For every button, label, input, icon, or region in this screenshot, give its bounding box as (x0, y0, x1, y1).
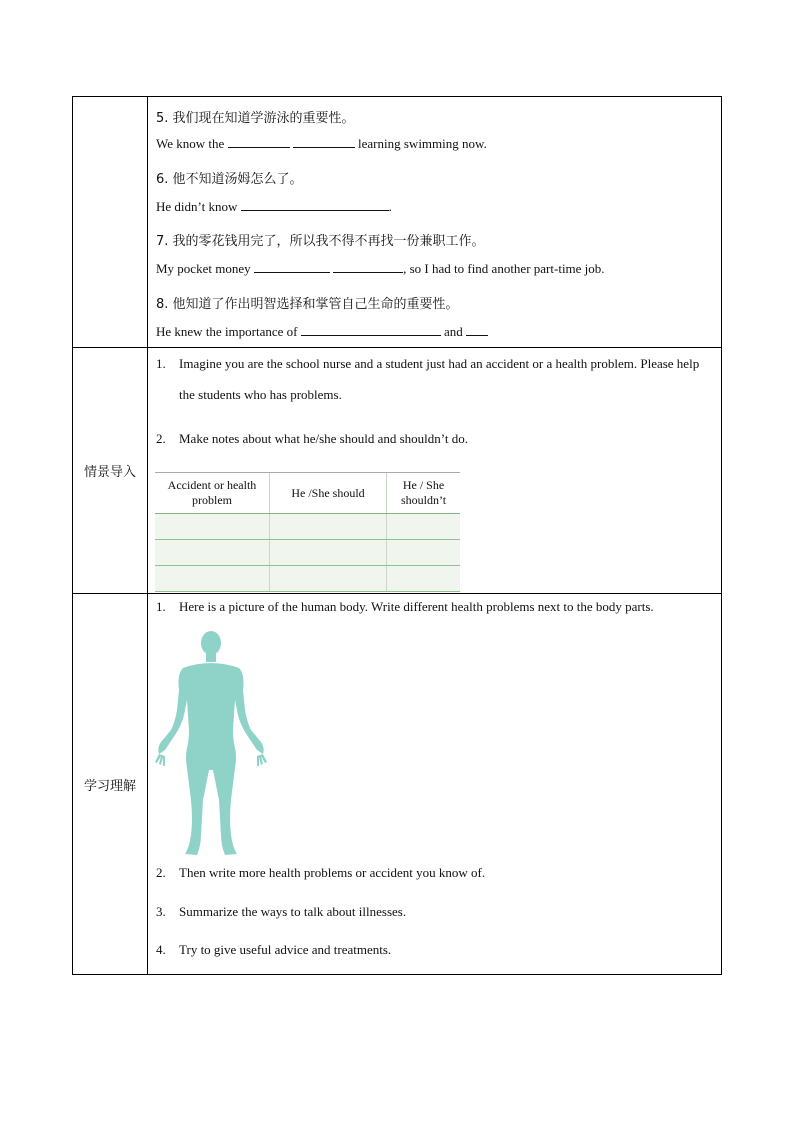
learning-label: 学习理解 (73, 594, 148, 974)
item-7-text-start: My pocket money (156, 261, 254, 276)
translation-content (148, 97, 721, 347)
learning-instruction-2: Then write more health problems or accident you know of. (179, 865, 486, 880)
translation-row-label (73, 97, 148, 347)
table-cell[interactable] (155, 540, 270, 566)
item-6-text-end: . (388, 199, 392, 214)
item-6-chinese: 6. 他不知道汤姆怎么了。 (156, 172, 303, 187)
item-7-chinese: 7. 我的零花钱用完了，所以我不得不再找一份兼职工作。 (156, 234, 485, 249)
list-number: 2. (156, 431, 166, 446)
table-header: He /She should (270, 473, 387, 514)
scenario-instruction-2: Make notes about what he/she should and shouldn’t do. (179, 431, 468, 446)
list-number: 4. (156, 942, 166, 957)
table-row (155, 540, 460, 566)
learning-instruction-1: Here is a picture of the human body. Write different health problems next to the body parts. (179, 599, 654, 614)
item-5-text-start: We know the (156, 136, 228, 151)
learning-instruction-3: Summarize the ways to talk about illnesses. (179, 904, 407, 919)
table-cell[interactable] (270, 540, 387, 566)
scenario-instruction-1: Imagine you are the school nurse and a student just had an accident or a health problem. Please help the students who has problems. (179, 356, 700, 402)
item-8-text-start: He knew the importance of (156, 324, 301, 339)
notes-table (155, 473, 460, 592)
blank[interactable] (241, 199, 389, 211)
list-number: 1. (156, 599, 166, 614)
item-6-english (156, 199, 392, 215)
item-5-chinese: 5. 我们现在知道学游泳的重要性。 (156, 111, 355, 126)
table-cell[interactable] (387, 540, 461, 566)
table-cell[interactable] (270, 514, 387, 540)
scenario-row (73, 347, 721, 593)
scenario-label: 情景导入 (73, 348, 148, 593)
blank[interactable] (301, 324, 441, 336)
translation-row (73, 97, 721, 347)
item-5-text-end: learning swimming now. (354, 136, 487, 151)
list-number: 1. (156, 356, 166, 371)
blank[interactable] (254, 261, 330, 273)
learning-content (148, 594, 721, 974)
item-7-text-end: , so I had to find another part-time job. (403, 261, 605, 276)
item-8-text-mid: and (440, 324, 467, 339)
list-number: 3. (156, 904, 166, 919)
table-row (155, 566, 460, 592)
list-number: 2. (156, 865, 166, 880)
learning-row (73, 593, 721, 974)
table-cell[interactable] (155, 514, 270, 540)
learning-instruction-4: Try to give useful advice and treatments. (179, 942, 392, 957)
item-6-text-start: He didn’t know (156, 199, 241, 214)
human-body-figure (153, 630, 273, 862)
blank[interactable] (333, 261, 403, 273)
blank[interactable] (466, 324, 488, 336)
table-cell[interactable] (270, 566, 387, 592)
blank[interactable] (228, 136, 290, 148)
table-header: He / She shouldn’t (387, 473, 461, 514)
table-header: Accident or health problem (155, 473, 270, 514)
table-cell[interactable] (155, 566, 270, 592)
table-cell[interactable] (387, 514, 461, 540)
lesson-table (72, 96, 722, 975)
table-row (155, 514, 460, 540)
item-7-english (156, 261, 605, 277)
table-cell[interactable] (387, 566, 461, 592)
scenario-content (148, 348, 721, 593)
blank[interactable] (293, 136, 355, 148)
item-8-chinese: 8. 他知道了作出明智选择和掌管自己生命的重要性。 (156, 297, 459, 312)
item-5-english (156, 136, 487, 152)
item-8-english (156, 324, 488, 340)
